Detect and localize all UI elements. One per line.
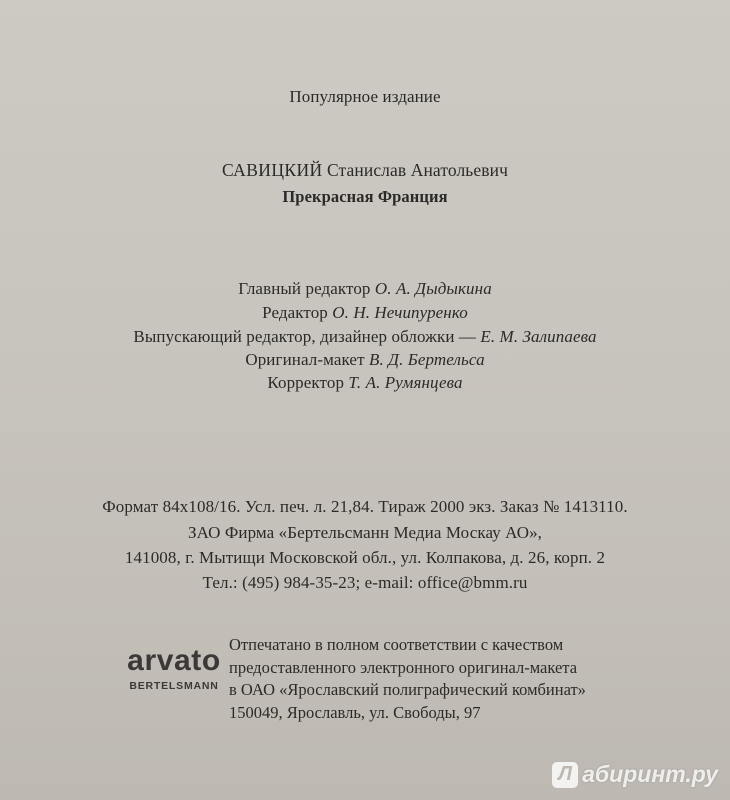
credit-role: Выпускающий редактор, дизайнер обложки —	[133, 327, 477, 346]
credit-chief-editor	[0, 279, 730, 299]
watermark-text: абиринт.ру	[582, 761, 718, 787]
printer-line: Отпечатано в полном соответствии с качеством	[229, 635, 564, 654]
author-given-names: Станислав Анатольевич	[327, 160, 508, 180]
credit-role: Редактор	[262, 303, 328, 322]
credit-person: Т. А. Румянцева	[348, 373, 463, 392]
logo-wordmark: arvato	[127, 644, 221, 677]
credit-editor	[0, 303, 730, 323]
publisher-contacts: Тел.: (495) 984-35-23; e-mail: office@bmm.ru	[202, 573, 528, 592]
credit-role: Оригинал-макет	[245, 350, 365, 369]
credit-person: О. А. Дыдыкина	[374, 279, 492, 298]
credit-person: Е. М. Залипаева	[480, 327, 597, 346]
credit-role: Главный редактор	[238, 279, 371, 298]
labirint-logo-icon: Л	[552, 762, 578, 788]
author-surname: САВИЦКИЙ	[221, 160, 323, 180]
publisher-name: ЗАО Фирма «Бертельсманн Медиа Москау АО»,	[187, 523, 543, 542]
logo-subtitle: BERTELSMANN	[129, 680, 219, 692]
printer-line: в ОАО «Ярославский полиграфический комбинат»	[229, 680, 586, 699]
labirint-watermark	[552, 761, 718, 788]
credit-proofreader	[0, 373, 730, 393]
credit-person: В. Д. Бертельса	[368, 350, 485, 369]
credit-layout	[0, 350, 730, 370]
book-title: Прекрасная Франция	[282, 187, 448, 206]
author-name	[0, 160, 730, 181]
credit-role: Корректор	[267, 373, 345, 392]
arvato-bertelsmann-logo	[124, 646, 224, 692]
printer-line: 150049, Ярославль, ул. Свободы, 97	[229, 702, 481, 722]
credit-person: О. Н. Нечипуренко	[332, 303, 468, 322]
format-line: Формат 84х108/16. Усл. печ. л. 21,84. Тираж 2000 экз. Заказ № 1413110.	[102, 497, 628, 516]
series-label: Популярное издание	[289, 87, 441, 106]
printer-line: предоставленного электронного оригинал-макета	[229, 657, 578, 677]
publisher-address: 141008, г. Мытищи Московской обл., ул. Колпакова, д. 26, корп. 2	[124, 548, 606, 567]
credit-managing-editor	[0, 327, 730, 347]
printer-info	[229, 634, 586, 724]
